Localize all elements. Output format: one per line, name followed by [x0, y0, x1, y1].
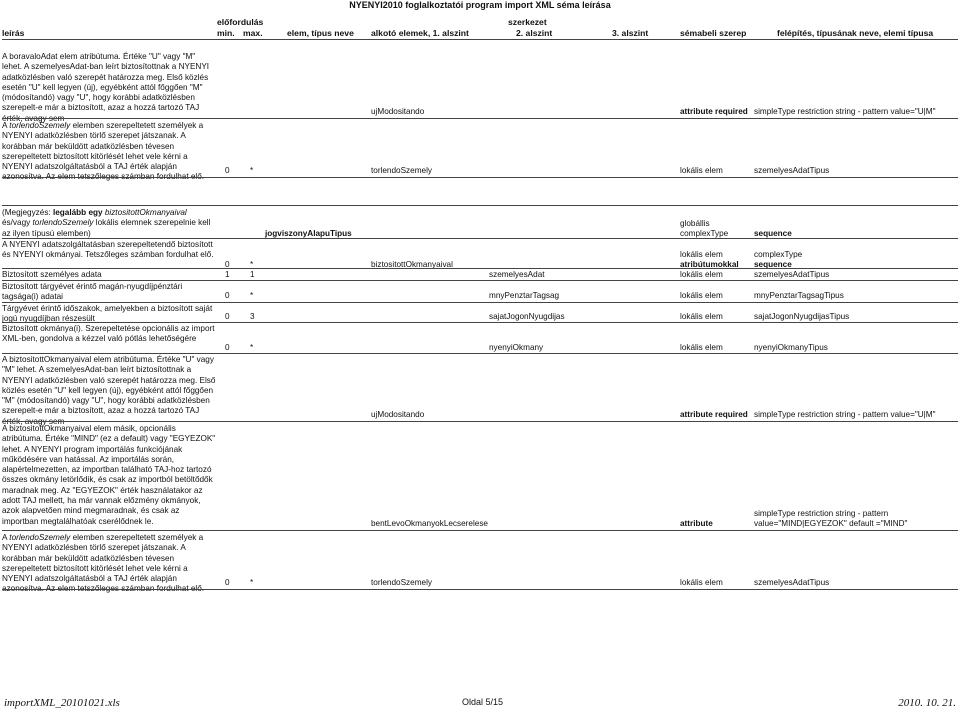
row-description: A NYENYI adatszolgáltatásban szerepeltetendő biztosított és NYENYI okmányai. Tetszőleges számban fordulhat elő.: [2, 240, 214, 260]
element-type: simpleType restriction string - pattern value="MIND|EGYEZOK" default ="MIND": [754, 509, 908, 529]
header-divider: [2, 39, 958, 40]
section-end-divider: [2, 589, 958, 590]
torlendo-italic: torlendoSzemely: [9, 121, 71, 130]
header-max: max.: [243, 28, 263, 38]
min-value: 0: [225, 260, 230, 269]
element-type: complexType: [754, 250, 803, 259]
element-type: szemelyesAdatTipus: [754, 166, 830, 175]
row-divider: [2, 353, 958, 354]
header-elofordulas: előfordulás: [217, 17, 264, 27]
row-divider: [2, 530, 958, 531]
header-felepites: felépítés, típusának neve, elemi típusa: [777, 28, 934, 38]
element-name: mnyPenztarTagsag: [489, 291, 560, 300]
min-value: 0: [225, 578, 230, 587]
row-description: Tárgyévet érintő időszakok, amelyekben a biztosított saját jogú nyugdíjban részesült: [2, 304, 213, 324]
element-type-2: sequence: [754, 260, 792, 269]
row-description: A torlendoSzemely elemben szerepeltetett személyek a NYENYI adatközlésben törlő szerepet játszanak. A korábban már beküldött adatközlésben tévesen szerepeltetett biztosított kitörlését lehet vele kérni a NYENYI adatszolgáltatásból a TAJ érték alapján azonosítva. Az elem tetszőleges számban fordulhat elő.: [2, 533, 205, 594]
row-divider: [2, 302, 958, 303]
row-description: A biztositottOkmanyaival elem másik, opcionális atribútuma. Értéke "MIND" (ez a default) vagy "EGYEZOK" lehet. A NYENYI program importálás funkciójának működésére van hatással. Az importálás során, alapértelmezetten, az importban található TAJ-hoz tartozó összes okmány letörlődik, és csak az importból betöltődők maradnak meg. Az "EGYEZOK" érték használatakor az adott TAJ mellett, ha már vannak előzmény okmányok, azok alapvetően mind megmaradnak, és csak az importban megtalálhatóak cserélődnek le.: [2, 424, 216, 526]
header-min: min.: [217, 28, 235, 38]
schema-role: lokális elem: [680, 312, 723, 321]
row-divider: [2, 322, 958, 323]
note-prefix: (Megjegyzés:: [2, 208, 53, 217]
max-value: *: [250, 260, 254, 269]
max-value: *: [250, 166, 254, 175]
row-divider: [2, 238, 958, 239]
element-type: sajatJogonNyugdijasTipus: [754, 312, 850, 321]
schema-role: lokális elem: [680, 578, 723, 587]
note-italic-1: biztositottOkmanyaival: [104, 208, 187, 217]
schema-role-2: atribútumokkal: [680, 260, 739, 269]
row-description: Biztosított okmánya(i). Szerepeltetése opcionális az import XML-ben, gondolva a kézzel való pótlás lehetőségére: [2, 324, 215, 344]
max-value: *: [250, 578, 254, 587]
element-name: biztositottOkmanyaival: [371, 260, 453, 269]
header-leiras: leírás: [2, 28, 25, 38]
element-name: sajatJogonNyugdijas: [489, 312, 565, 321]
description-rest: elemben szerepeltetett személyek a NYENYI adatközlésben törlő szerepet játszanak. A korábban már beküldött adatközlésben tévesen szerepeltetett biztosított kitörlését lehet vele kérni a NYENYI adatszolgáltatásból a TAJ érték alapján azonosítva. Az elem tetszőleges számban fordulhat elő.: [2, 533, 205, 594]
header-alszint2: 2. alszint: [516, 28, 553, 38]
element-type: simpleType restriction string - pattern value="U|M": [754, 410, 936, 419]
header-semabeli-szerep: sémabeli szerep: [680, 28, 747, 38]
schema-role: lokális elem: [680, 270, 723, 279]
element-name: ujModositando: [371, 410, 425, 419]
max-value: *: [250, 291, 254, 300]
element-name: nyenyiOkmany: [489, 343, 544, 352]
schema-role: lokális elem: [680, 291, 723, 300]
schema-role: lokális elem: [680, 166, 723, 175]
header-alszint3: 3. alszint: [612, 28, 649, 38]
max-value: 1: [250, 270, 255, 279]
element-type: mnyPenztarTagsagTipus: [754, 291, 844, 300]
section-start-divider: [2, 205, 958, 206]
element-name: bentLevoOkmanyokLecserelese: [371, 519, 488, 528]
row-divider: [2, 268, 958, 269]
schema-role: globállis complexType: [680, 219, 729, 239]
element-name: szemelyesAdat: [489, 270, 545, 279]
schema-role: attribute: [680, 519, 713, 528]
element-type: nyenyiOkmanyTipus: [754, 343, 828, 352]
row-divider: [2, 280, 958, 281]
header-alkoto-elemek: alkotó elemek, 1. alszint: [371, 28, 469, 38]
footer-page-number: Oldal 5/15: [462, 697, 504, 707]
row-description: A boravaloAdat elem atribútuma. Értéke "U" vagy "M" lehet. A szemelyesAdat-ban leírt biztosítottnak a NYENYI adatközlésben való szerepét határozza meg. Első közlés esetén "U" kell legyen (új), egyébként attól főggően "M" (módosítandó) vagy "U", hogy korábbi adatközlésben szerepelt-e már a biztosított, azaz a hozzá tartozó TAJ érték, avagy sem: [2, 52, 210, 123]
max-value: 3: [250, 312, 255, 321]
schema-role: attribute required: [680, 107, 748, 116]
page-title: NYENYI2010 foglalkoztatói program import XML séma leírása: [349, 0, 611, 10]
footer-file-name: importXML_20101021.xls: [4, 697, 120, 709]
min-value: 0: [225, 343, 230, 352]
schema-role: lokális elem: [680, 343, 723, 352]
min-value: 0: [225, 291, 230, 300]
torlendo-italic: torlendoSzemely: [9, 533, 71, 542]
min-value: 0: [225, 166, 230, 175]
header-szerkezet: szerkezet: [508, 17, 547, 27]
row-divider: [2, 421, 958, 422]
element-name: torlendoSzemely: [371, 166, 432, 175]
element-type: sequence: [754, 229, 792, 238]
row-description: A torlendoSzemely elemben szerepeltetett személyek a NYENYI adatközlésben törlő szerepet játszanak. A korábban már beküldött adatközlésben tévesen szerepeltetett biztosított kitörlését lehet vele kérni a NYENYI adatszolgáltatásból a TAJ érték alapján azonosítva. Az elem tetszőleges számban fordulhat elő.: [2, 121, 205, 182]
element-name: ujModositando: [371, 107, 425, 116]
note-text: [2, 208, 216, 239]
description-rest: elemben szerepeltetett személyek a NYENYI adatközlésben törlő szerepet játszanak. A korábban már beküldött adatközlésben tévesen szerepeltetett biztosított kitörlését lehet vele kérni a NYENYI adatszolgáltatásból a TAJ érték alapján azonosítva. Az elem tetszőleges számban fordulhat elő.: [2, 121, 205, 182]
element-name: torlendoSzemely: [371, 578, 432, 587]
element-type: szemelyesAdatTipus: [754, 270, 830, 279]
schema-role: attribute required: [680, 410, 748, 419]
row-description: Biztosított személyes adata: [2, 270, 102, 279]
header-elem-tipus-neve: elem, típus neve: [287, 28, 354, 38]
element-type-name: jogviszonyAlapuTipus: [265, 229, 352, 238]
row-divider: [2, 118, 958, 119]
schema-role: lokális elem: [680, 250, 723, 259]
min-value: 0: [225, 312, 230, 321]
element-type: simpleType restriction string - pattern value="U|M": [754, 107, 936, 116]
note-bold: legalább egy: [52, 208, 105, 217]
row-description: A biztositottOkmanyaival elem atribútuma. Értéke "U" vagy "M" lehet. A szemelyesAdat-ban leírt biztosítottnak a NYENYI adatközlésben való szerepét határozza meg. Első közlés esetén "U" kell legyen (új), egyébként attól főggően "M" (módosítandó) vagy "U", hogy korábbi adatközlésben szerepelt-e már a biztosított, azaz a hozzá tartozó TAJ érték, avagy sem: [2, 355, 216, 426]
footer-date: 2010. 10. 21.: [898, 697, 956, 709]
note-mid: és/vagy: [2, 218, 33, 228]
element-type: szemelyesAdatTipus: [754, 578, 830, 587]
section-end-divider: [2, 177, 958, 178]
row-description: Biztosított tárgyévet érintő magán-nyugdíjpénztári tagsága(i) adatai: [2, 282, 183, 302]
note-end: lokális elemnek szerepelnie kell az ilyen típusú elemben): [2, 218, 211, 238]
max-value: *: [250, 343, 254, 352]
note-italic-2: torlendoSzemely: [32, 218, 94, 228]
min-value: 1: [225, 270, 230, 279]
